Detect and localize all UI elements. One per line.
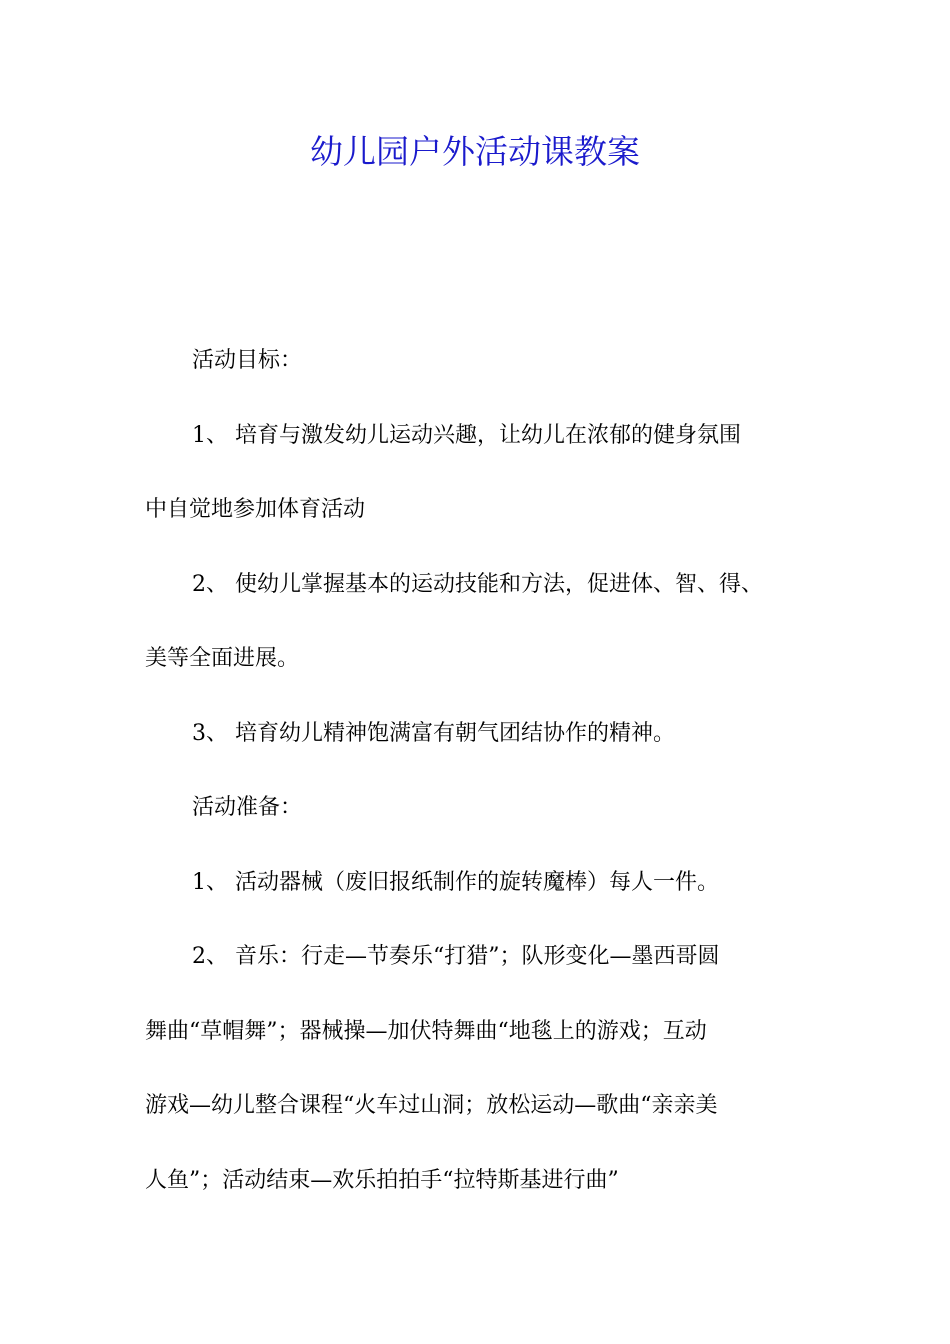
paragraph-line: 美等全面进展。 [145, 646, 300, 671]
paragraph-line: 舞曲“草帽舞”；器械操—加伏特舞曲“地毯上的游戏；互动 [145, 1019, 707, 1044]
paragraph-line: 1、 培育与激发幼儿运动兴趣，让幼儿在浓郁的健身氛围 [192, 423, 741, 448]
section-heading-goals: 活动目标： [192, 348, 303, 373]
paragraph-line: 1、 活动器械（废旧报纸制作的旋转魔棒）每人一件。 [192, 870, 719, 895]
paragraph-line: 3、 培育幼儿精神饱满富有朝气团结协作的精神。 [192, 721, 675, 746]
paragraph-line: 中自觉地参加体育活动 [145, 497, 366, 522]
paragraph-line: 2、 音乐：行走—节奏乐“打猎”；队形变化—墨西哥圆 [192, 944, 720, 969]
paragraph-line: 人鱼”；活动结束—欢乐拍拍手“拉特斯基进行曲” [145, 1168, 619, 1193]
paragraph-line: 2、 使幼儿掌握基本的运动技能和方法，促进体、智、得、 [192, 572, 763, 597]
document-title: 幼儿园户外活动课教案 [310, 132, 640, 171]
paragraph-line: 游戏—幼儿整合课程“火车过山洞；放松运动—歌曲“亲亲美 [145, 1093, 718, 1118]
section-heading-preparation: 活动准备： [192, 795, 303, 820]
